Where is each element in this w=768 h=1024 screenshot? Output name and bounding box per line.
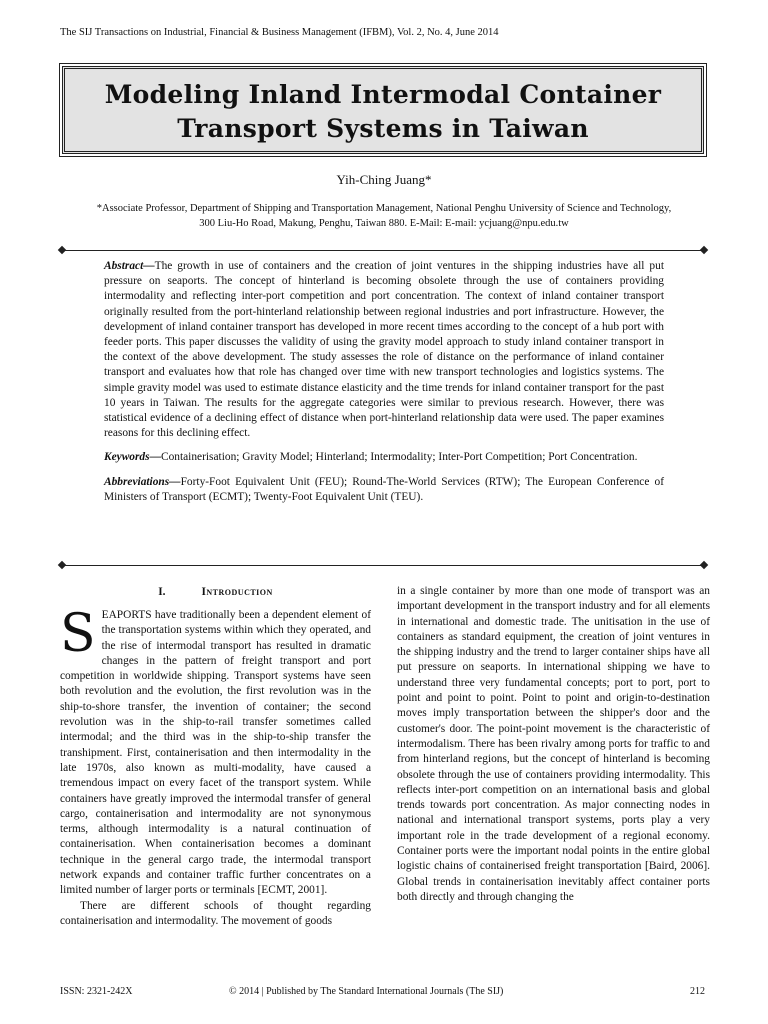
rule-diamond-right-icon — [700, 246, 708, 254]
affiliation-line-2: 300 Liu-Ho Road, Makung, Penghu, Taiwan 880. E-Mail: E-mail: ycjuang@npu.edu.tw — [199, 218, 569, 229]
footer-page-number: 212 — [690, 986, 705, 997]
affiliation-line-1: *Associate Professor, Department of Shipping and Transportation Management, National Penghu University of Science and Technology, — [96, 203, 672, 214]
abstract-text: The growth in use of containers and the creation of joint ventures in the shipping industries have all put pressure on seaports. The concept of hinterland is becoming obsolete through the use of containers providing intermodality and reflecting inter-port competition and port concentration. The context of inland container transport originally resulted from the port-hinterland relationship between regional industries and port infrastructure. However, the development of inland container transport has developed in more recent times according to the concept of a hub port with feeder ports. This paper discusses the validity of using the gravity model approach to study inland container transport in the context of the above development. The study assesses the role of distance on the performance of inland container transport and evaluates how that role has changed over time with new transport technologies and logistics systems. The simple gravity model was used to estimate distance elasticity and the time trends for inland container transport for the past 10 years in Taiwan. The results for the aggregate categories were similar to previous research. However, there was statistical evidence of a declining effect of distance when port-hinterland relationship data were used. The paper examines reasons for this declining effect. — [104, 260, 664, 440]
intro-paragraph-1 — [60, 604, 371, 899]
intro-paragraph-2: There are different schools of thought regarding containerisation and intermodality. The movement of goods — [60, 899, 371, 927]
right-column — [397, 584, 710, 905]
keywords — [104, 450, 664, 465]
abstract-block — [104, 259, 664, 514]
top-rule — [62, 250, 704, 251]
abstract — [104, 259, 664, 441]
journal-header: The SIJ Transactions on Industrial, Financial & Business Management (IFBM), Vol. 2, No. 4, June 2014 — [60, 27, 499, 38]
title-box — [62, 66, 704, 154]
keywords-text: Containerisation; Gravity Model; Hinterland; Intermodality; Inter-Port Competition; Port Concentration. — [160, 451, 638, 464]
dropcap: S — [60, 604, 96, 664]
rule-diamond-left-icon — [58, 246, 66, 254]
title-line-1: Modeling Inland Intermodal Container — [104, 80, 662, 109]
intro-p1-text: have traditionally been a dependent element of the transportation systems within which they operated, and the rise of intermodal transport has resulted in dramatic changes in the pattern of freight transport and port competition in worldwide shipping. Transport systems have seen both revolution and the evolution, the first revolution was in the ship-to-shore transfer, the invention of container; the second revolution was in the ship-to-rail transfer sometimes called intermodal; and the third was in the ship-to-ship transfer the transhipment. First, containerisation and then intermodality in the late 1970s, also known as multi-modality, have caused a tremendous impact on every facet of the transport system. While containers have greatly improved the intermodal transfer of general cargo, containerisation and intermodality are not synonymous terms, although intermodality is a natural continuation of containerisation. When containerisation becomes a dominant technique in the general cargo trade, the intermodal transport network expands and container traffic further concentrates on a limited number of larger ports or terminals [ECMT, 2001]. — [60, 609, 371, 897]
section-number: I. — [158, 586, 166, 598]
title-line-2: Transport Systems in Taiwan — [177, 114, 589, 143]
abstract-label: Abstract— — [104, 260, 155, 272]
rule-diamond-left-icon — [58, 561, 66, 569]
first-word: EAPORTS — [101, 609, 152, 621]
keywords-label: Keywords— — [104, 451, 161, 464]
rule-diamond-right-icon — [700, 561, 708, 569]
abbreviations-text: Forty-Foot Equivalent Unit (FEU); Round-The-World Services (RTW); The European Conference of Ministers of Transport (ECMT); Twenty-Foot Equivalent Unit (TEU). — [104, 475, 664, 503]
left-column — [60, 604, 371, 929]
section-title: Introduction — [201, 586, 273, 598]
author: Yih-Ching Juang* — [336, 172, 432, 187]
intro-paragraph-3: in a single container by more than one mode of transport was an important development in the transport industry and for all elements in international and domestic trade. The unitisation in the use of containers as standard equipment, the creation of joint ventures in the shipping industry and the trend to larger container ships have all put pressure on seaports. In international shipping we have to understand three very fundamental concepts; port to port, port to point and point to point. Point to point and origin-to-destination moves imply transportation between the shipper's door and the customer's door. The point-point movement is the characteristic of intermodalism. There has been rivalry among ports for traffic to and from hinterland regions, but the concept of hinterland is becoming obsolete through the use of containers providing intermodality. This reflects inter-port competition on an international basis and global trends towards port concentration. As major connecting nodes in national and international transport systems, ports play a very important role in the trade development of a regional economy. Container ports were the important nodal points in the entire global logistic chains of containerised freight transportation [Baird, 2006]. Global trends in containerisation inevitably affect container ports both directly and through changing the — [397, 585, 710, 903]
abbreviations — [104, 475, 664, 505]
footer-issn: ISSN: 2321-242X — [60, 986, 133, 997]
section-heading — [60, 586, 371, 598]
footer-publisher: © 2014 | Published by The Standard International Journals (The SIJ) — [229, 986, 504, 997]
abbreviations-label: Abbreviations— — [104, 475, 181, 488]
bottom-rule — [62, 565, 704, 566]
paper-title — [65, 78, 701, 146]
affiliation — [40, 201, 728, 231]
